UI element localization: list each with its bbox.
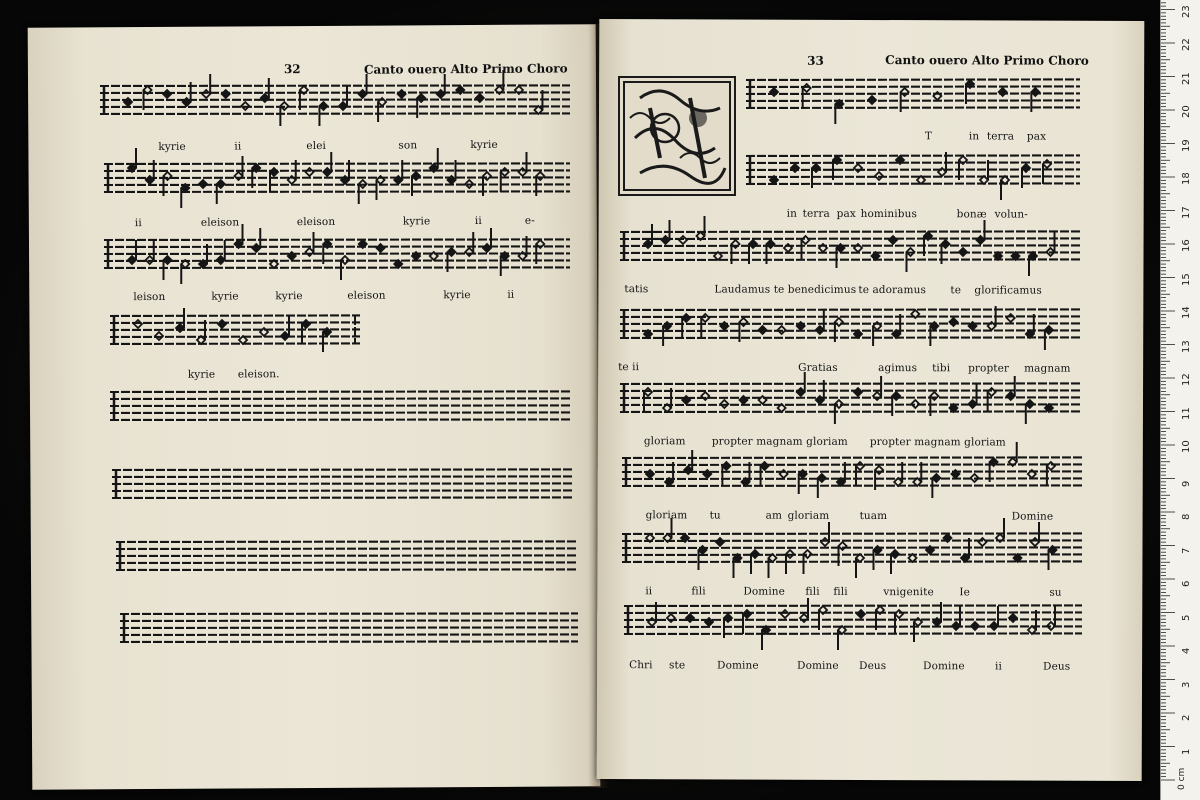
ruler-mark-label: 13	[1181, 339, 1192, 353]
ruler-mark-label: 14	[1181, 306, 1192, 319]
lyric-word: vnigenite	[883, 586, 934, 599]
ruler-mark-label: 12	[1181, 373, 1192, 386]
lyric-word: kyrie	[402, 215, 431, 228]
ruler-mark-label: 21	[1181, 71, 1192, 85]
lyric-word: ii	[234, 140, 242, 153]
ruler-mark-label: 2	[1181, 714, 1192, 721]
lyric-word: gloriam	[787, 509, 830, 522]
ruler-mark-label: 3	[1181, 681, 1192, 688]
lyric-word: su	[1049, 586, 1062, 599]
lyric-word: leison	[133, 290, 166, 304]
lyric-word: ii	[134, 217, 142, 230]
left-page-number: 32	[283, 62, 301, 77]
ruler-mark-label: 9	[1181, 480, 1192, 487]
ruler-mark-label: 23	[1181, 4, 1192, 18]
lyric-word: T	[924, 130, 933, 143]
lyric-word: te ii	[618, 361, 640, 374]
ruler-mark-label: 6	[1181, 580, 1192, 587]
lyric-word: Domine	[1011, 510, 1054, 523]
lyric-word: glorificamus	[974, 284, 1042, 297]
ruler-mark-label: 5	[1181, 614, 1192, 621]
lyric-word: gloriam	[643, 435, 686, 448]
lyric-word: ste	[669, 659, 686, 672]
lyric-word: tatis	[624, 283, 649, 296]
ruler-mark-label: 1	[1181, 748, 1192, 755]
ruler-mark-label: 22	[1181, 38, 1192, 51]
ruler-ticks	[1161, 0, 1200, 800]
ruler-mark-label: 4	[1181, 647, 1192, 654]
lyric-word: kyrie	[443, 289, 471, 302]
right-page-number: 33	[807, 53, 824, 68]
lyric-word: ii	[507, 288, 515, 301]
right-page-header: Canto ouero Alto Primo Choro	[885, 53, 1089, 68]
ruler-mark-label: 18	[1181, 172, 1192, 185]
left-page-header: Canto ouero Alto Primo Choro	[363, 61, 568, 77]
ruler-mark-label: 8	[1181, 513, 1192, 520]
lyric-word: kyrie	[470, 138, 498, 152]
lyric-word: tu	[709, 509, 721, 522]
lyric-word: Domine	[717, 659, 759, 672]
lyric-word: tibi	[932, 362, 951, 375]
ruler-mark-label: 15	[1181, 272, 1192, 286]
ruler-mark-label: 20	[1181, 105, 1192, 118]
ruler-unit-label: 0 cm	[1177, 767, 1187, 790]
lyric-word: pax	[836, 207, 856, 220]
lyric-word: fili	[691, 585, 706, 598]
lyric-word: eleison	[200, 216, 240, 229]
lyric-word: ii	[645, 585, 653, 598]
ruler-mark-label: 10	[1181, 440, 1192, 453]
lyric-word: Gratias	[798, 361, 838, 374]
measuring-ruler	[1160, 0, 1200, 800]
lyric-word: propter magnam gloriam	[711, 435, 848, 448]
lyric-word: in	[968, 130, 980, 143]
lyric-word: son	[398, 139, 418, 152]
lyric-word: Laudamus te benedicimus	[714, 283, 857, 296]
lyric-word: terra	[802, 207, 830, 220]
ruler-mark-label: 16	[1181, 239, 1192, 252]
lyric-word: propter	[968, 362, 1010, 375]
lyric-word: e-	[524, 214, 535, 227]
lyric-word: am	[765, 509, 783, 522]
lyric-word: kyrie	[187, 368, 216, 381]
lyric-word: elei	[306, 139, 326, 153]
lyric-word: volun-	[994, 208, 1028, 221]
lyric-word: fili	[833, 585, 848, 598]
ruler-mark-label: 7	[1181, 547, 1192, 554]
lyric-word: eleison	[347, 289, 386, 302]
lyric-word: te adoramus	[858, 283, 926, 297]
lyric-word: Domine	[797, 659, 839, 672]
lyric-word: Domine	[923, 660, 965, 673]
lyric-word: hominibus	[860, 207, 917, 221]
lyric-word: te	[950, 284, 962, 297]
ruler-mark-label: 17	[1181, 205, 1192, 219]
lyric-word: pax	[1026, 130, 1047, 143]
lyric-word: magnam	[1024, 362, 1071, 375]
lyric-word: eleison	[296, 215, 336, 229]
ruler-mark-label: 19	[1181, 138, 1192, 152]
lyric-word: bonæ	[956, 208, 987, 221]
lyric-word: Ie	[959, 586, 970, 599]
lyric-word: tuam	[859, 509, 888, 523]
lyric-word: in	[786, 207, 797, 220]
lyric-word: kyrie	[211, 290, 239, 303]
lyric-word: ii	[995, 660, 1003, 673]
ruler-mark-label: 11	[1181, 406, 1192, 420]
lyric-word: Chri	[629, 659, 653, 672]
lyric-word: propter magnam gloriam	[869, 435, 1006, 449]
lyric-word: terra	[986, 130, 1015, 143]
lyric-word: gloriam	[645, 509, 688, 522]
lyric-word: eleison.	[237, 368, 280, 381]
lyric-word: kyrie	[158, 140, 186, 153]
lyric-word: fili	[805, 585, 820, 598]
lyric-word: Deus	[859, 659, 887, 673]
lyric-word: agimus	[878, 362, 918, 375]
lyric-word: Domine	[743, 585, 785, 598]
lyric-word: Deus	[1043, 660, 1071, 673]
lyric-word: kyrie	[275, 290, 303, 303]
lyric-word: ii	[474, 214, 482, 228]
